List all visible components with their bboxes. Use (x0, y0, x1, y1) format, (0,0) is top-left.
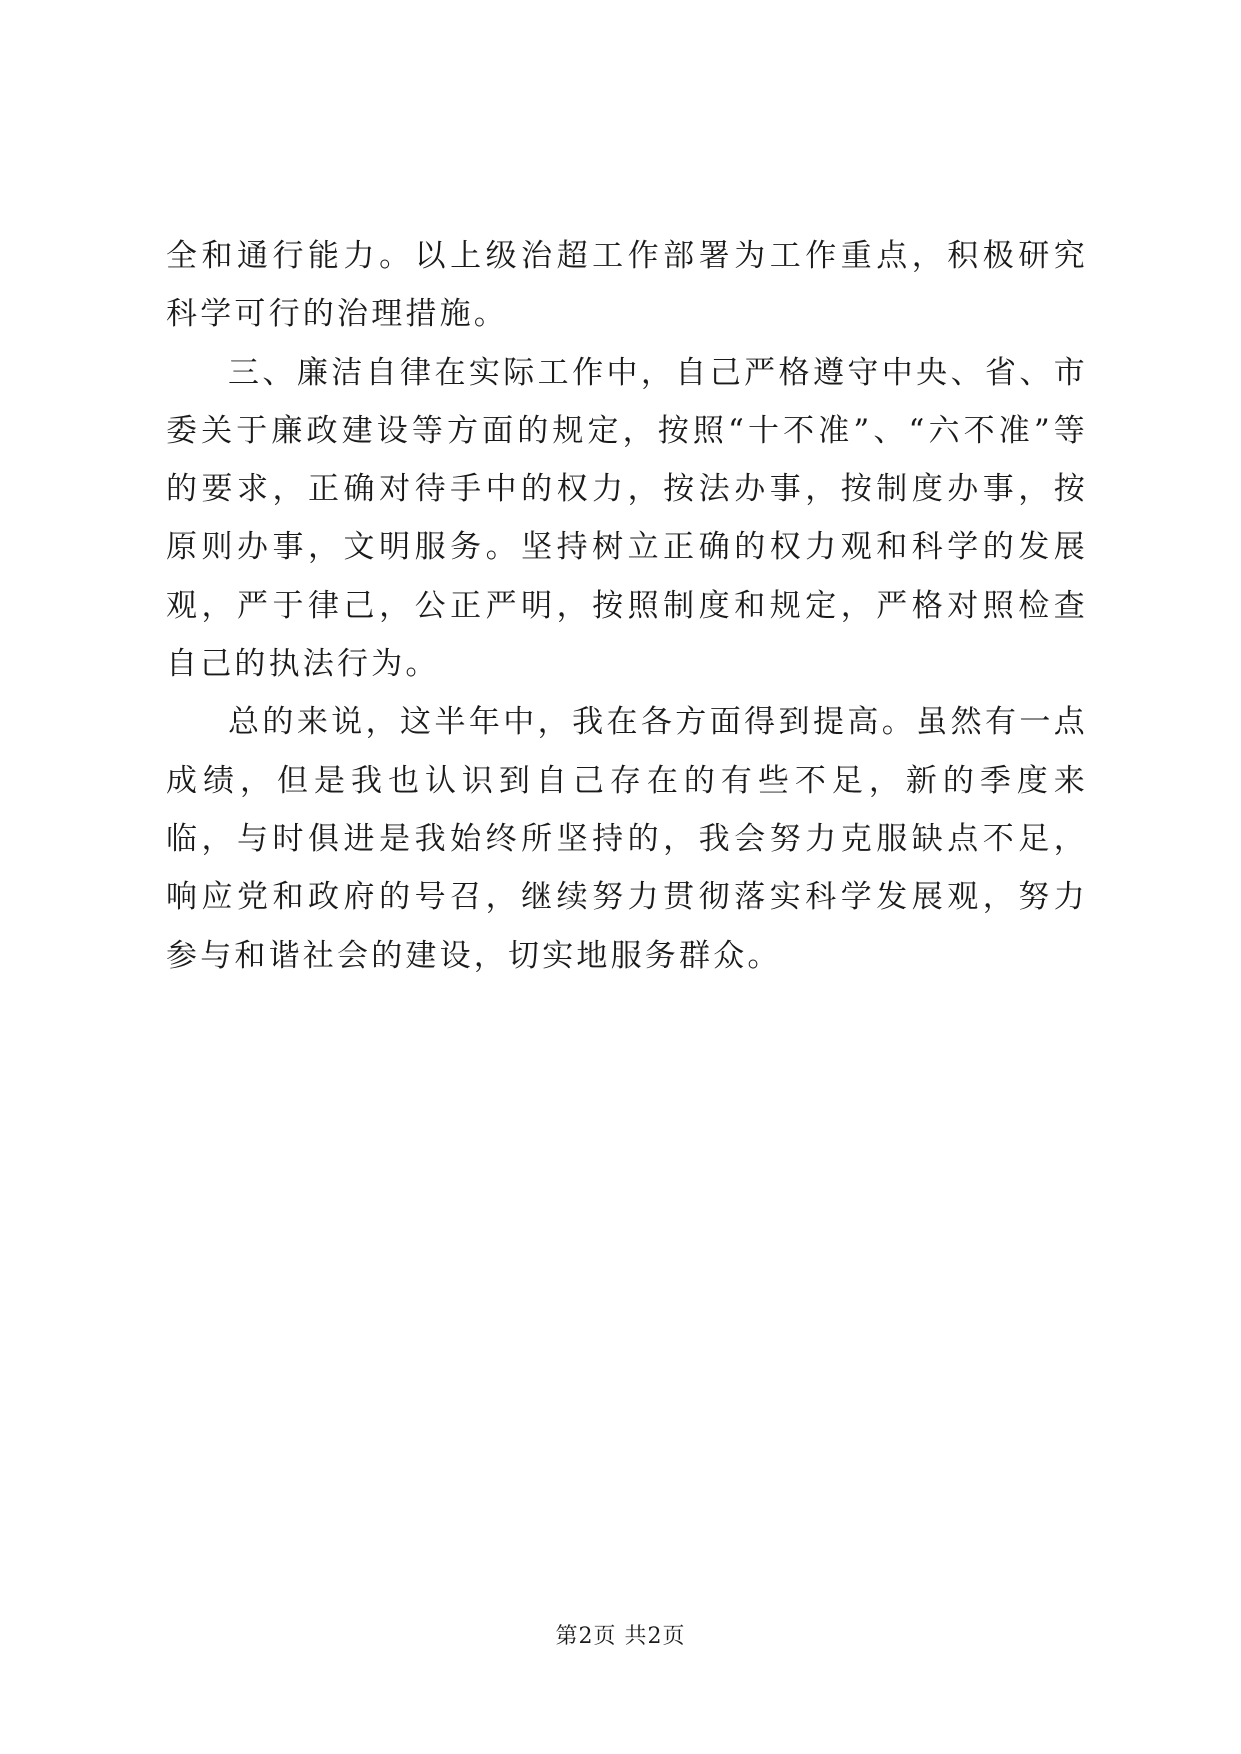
document-body (166, 227, 1088, 985)
paragraph-continuation: 全和通行能力。以上级治超工作部署为工作重点，积极研究科学可行的治理措施。 (166, 238, 1088, 333)
paragraph-integrity: 三、廉洁自律在实际工作中，自己严格遵守中央、省、市委关于廉政建设等方面的规定，按照“十不准”、“六不准”等的要求，正确对待手中的权力，按法办事，按制度办事，按原则办事，文明服务。坚持树立正确的权力观和科学的发展观，严于律己，公正严明，按照制度和规定，严格对照检查自己的执法行为。 (166, 354, 1088, 683)
paragraph-summary: 总的来说，这半年中，我在各方面得到提高。虽然有一点成绩，但是我也认识到自己存在的有些不足，新的季度来临，与时俱进是我始终所坚持的，我会努力克服缺点不足，响应党和政府的号召，继续努力贯彻落实科学发展观，努力参与和谐社会的建设，切实地服务群众。 (166, 704, 1088, 974)
page-number-footer: 第2页 共2页 (555, 1624, 686, 1649)
